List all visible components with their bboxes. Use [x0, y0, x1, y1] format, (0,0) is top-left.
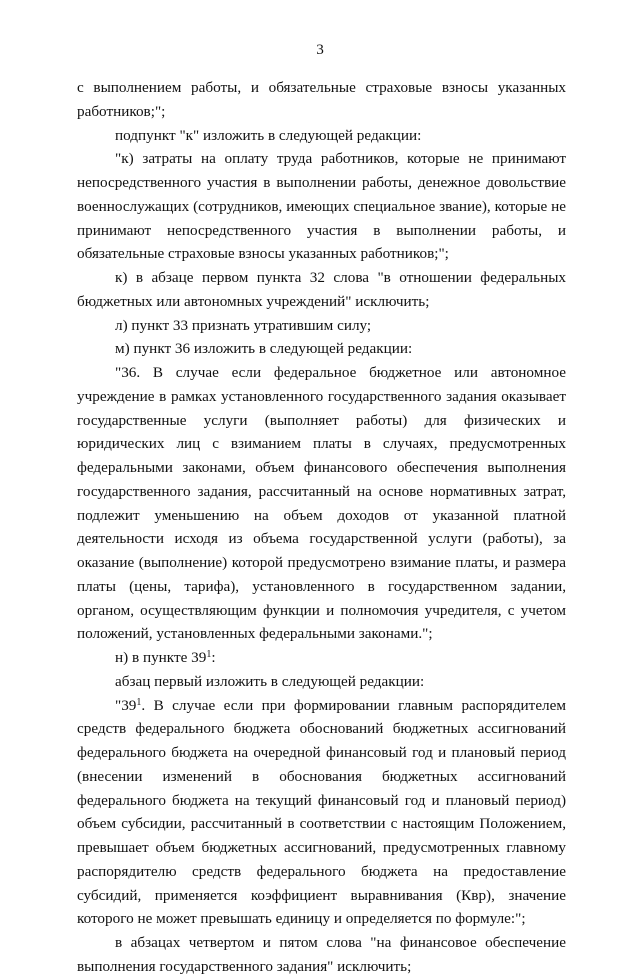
paragraph-point-39-intro: абзац первый изложить в следующей редакции:: [115, 672, 425, 690]
paragraph-subpoint-k-intro: подпункт "к" изложить в следующей редакции:: [115, 126, 422, 144]
paragraph-point-39-text: [77, 694, 566, 932]
paragraph-subpoint-k-text: "к) затраты на оплату труда работников, которые не принимают непосредственного участия в выполнении работы, денежное довольствие военнослужащих (сотрудников, имеющих специальное звание), которые не принимают непосредственного участия в выполнении работы, и обязательные страховые взносы указанных работников;";: [77, 150, 566, 263]
point-39-prefix: н) в пункте 39: [115, 649, 207, 666]
point-39-superscript: 1: [206, 649, 212, 660]
page-number: 3: [316, 41, 324, 58]
paragraph-point-32: к) в абзаце первом пункта 32 слова "в отношении федеральных бюджетных или автономных учреждений" исключить;: [77, 269, 566, 310]
paragraph-point-33: л) пункт 33 признать утратившим силу;: [115, 316, 372, 334]
point-39-quote-prefix: "39: [115, 696, 137, 714]
paragraph-point-36-intro: м) пункт 36 изложить в следующей редакции:: [115, 340, 413, 358]
point-39-quote-text: . В случае если при формировании главным распорядителем средств федерального бюджета обоснований бюджетных ассигнований федерального бюджета на очередной финансовый год и плановый период (внесении изменений в обоснования бюджетных ассигнований федерального бюджета на текущий финансовый год и плановый период) объем субсидии, рассчитанный в соответствии с настоящим Положением, превышает объем бюджетных ассигнований, предусмотренных главному распорядителю средств федерального бюджета на предоставление субсидий, применяется коэффициент выравнивания (Квр), значение которого не может превышать единицу и определяется по формуле:";: [77, 696, 566, 928]
paragraph-continuation: с выполнением работы, и обязательные страховые взносы указанных работников;";: [77, 79, 566, 120]
point-39-suffix: :: [211, 649, 216, 666]
paragraph-final: в абзацах четвертом и пятом слова "на финансовое обеспечение выполнения государственного задания" исключить;: [77, 934, 566, 975]
paragraph-point-36-text: "36. В случае если федеральное бюджетное или автономное учреждение в рамках установленного государственного задания оказывает государственные услуги (выполняет работы) для физических и юридических лиц с взиманием платы в случаях, предусмотренных федеральными законами, объем финансового обеспечения выполнения государственного задания, рассчитанный на основе нормативных затрат, подлежит уменьшению на объем доходов от указанной платной деятельности исходя из объема государственной услуги (работы), за оказание (выполнение) которой предусмотрено взимание платы, и размера платы (цены, тарифа), установленного в государственном задании, органом, осуществляющим функции и полномочия учредителя, с учетом положений, установленных федеральными законами.";: [77, 364, 566, 643]
document-body: [77, 76, 566, 979]
paragraph-point-39-1: [77, 646, 566, 670]
point-39-quote-superscript: 1: [136, 696, 142, 708]
